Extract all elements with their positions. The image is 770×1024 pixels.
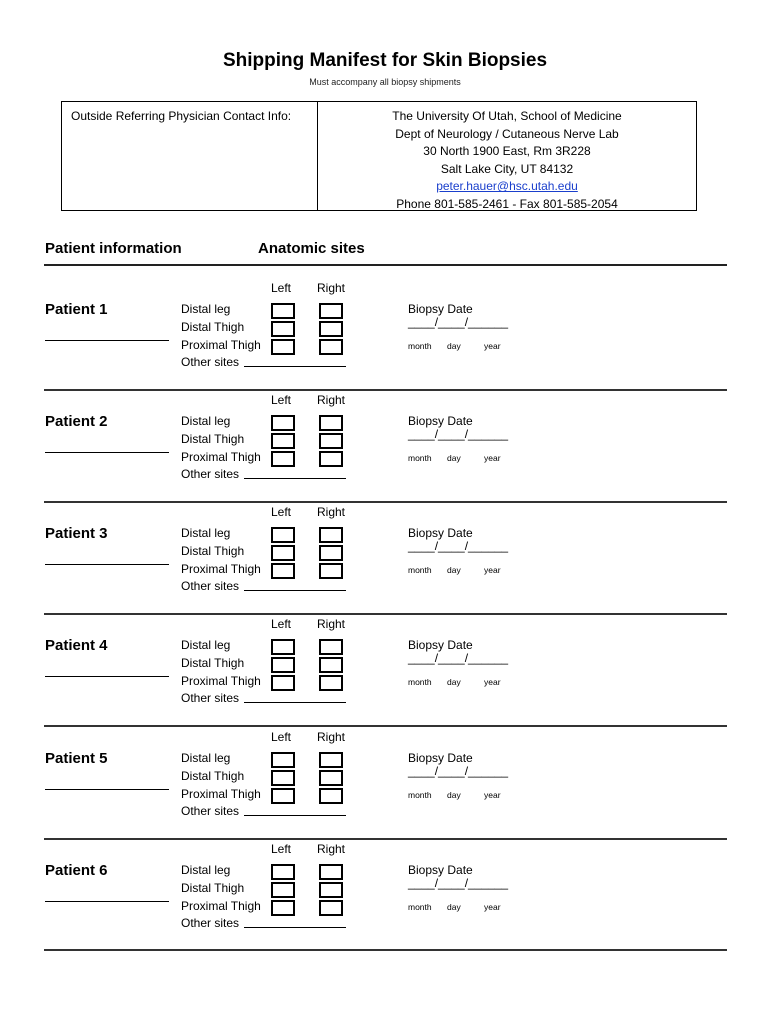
patient-block [0, 505, 770, 617]
address-line: Dept of Neurology / Cutaneous Nerve Lab [395, 126, 619, 141]
site-label-distal-thigh: Distal Thigh [181, 432, 245, 446]
checkbox-left-proximal-thigh[interactable] [271, 563, 295, 579]
checkbox-right-distal-leg[interactable] [319, 527, 343, 543]
day-label: day [447, 453, 461, 463]
other-sites-label: Other sites [181, 579, 240, 593]
site-label-proximal-thigh: Proximal Thigh [181, 787, 261, 801]
checkbox-left-distal-leg[interactable] [271, 303, 295, 319]
site-label-distal-thigh: Distal Thigh [181, 320, 245, 334]
patient-id-field[interactable] [45, 339, 169, 341]
checkbox-left-proximal-thigh[interactable] [271, 675, 295, 691]
checkbox-left-proximal-thigh[interactable] [271, 788, 295, 804]
biopsy-date-field[interactable]: ____/____/______ [408, 315, 509, 329]
patient-divider [44, 389, 727, 391]
day-label: day [447, 565, 461, 575]
section-patient-information: Patient information [45, 240, 182, 257]
patient-name: Patient 5 [45, 750, 108, 767]
checkbox-left-proximal-thigh[interactable] [271, 339, 295, 355]
column-left-label: Left [271, 617, 292, 631]
patient-block [0, 730, 770, 842]
year-label: year [484, 565, 501, 575]
other-sites-label: Other sites [181, 467, 240, 481]
column-left-label: Left [271, 393, 292, 407]
column-left-label: Left [271, 281, 292, 295]
month-label: month [408, 790, 432, 800]
checkbox-left-distal-leg[interactable] [271, 864, 295, 880]
checkbox-left-distal-thigh[interactable] [271, 770, 295, 786]
page-title: Shipping Manifest for Skin Biopsies [222, 50, 548, 71]
patient-id-field[interactable] [45, 900, 169, 902]
column-right-label: Right [317, 617, 346, 631]
column-left-label: Left [271, 505, 292, 519]
checkbox-right-proximal-thigh[interactable] [319, 339, 343, 355]
phone-fax: Phone 801-585-2461 - Fax 801-585-2054 [396, 196, 618, 211]
column-right-label: Right [317, 842, 346, 856]
site-label-distal-leg: Distal leg [181, 526, 231, 540]
checkbox-left-proximal-thigh[interactable] [271, 451, 295, 467]
other-sites-field[interactable] [244, 478, 346, 479]
biopsy-date-label: Biopsy Date [408, 751, 473, 765]
biopsy-date-field[interactable]: ____/____/______ [408, 651, 509, 665]
section-anatomic-sites: Anatomic sites [258, 240, 365, 257]
biopsy-date-field[interactable]: ____/____/______ [408, 764, 509, 778]
biopsy-date-field[interactable]: ____/____/______ [408, 427, 509, 441]
address-line: Salt Lake City, UT 84132 [440, 161, 574, 176]
month-label: month [408, 902, 432, 912]
column-left-label: Left [271, 842, 292, 856]
month-label: month [408, 565, 432, 575]
day-label: day [447, 677, 461, 687]
year-label: year [484, 790, 501, 800]
day-label: day [447, 902, 461, 912]
site-label-distal-leg: Distal leg [181, 751, 231, 765]
patient-name: Patient 2 [45, 413, 108, 430]
checkbox-right-distal-thigh[interactable] [319, 433, 343, 449]
checkbox-right-distal-leg[interactable] [319, 864, 343, 880]
checkbox-left-distal-thigh[interactable] [271, 882, 295, 898]
site-label-proximal-thigh: Proximal Thigh [181, 562, 261, 576]
year-label: year [484, 902, 501, 912]
site-label-distal-leg: Distal leg [181, 414, 231, 428]
other-sites-label: Other sites [181, 691, 240, 705]
other-sites-field[interactable] [244, 366, 346, 367]
year-label: year [484, 453, 501, 463]
page-subtitle: Must accompany all biopsy shipments [309, 77, 461, 87]
site-label-proximal-thigh: Proximal Thigh [181, 674, 261, 688]
column-right-label: Right [317, 281, 346, 295]
patient-name: Patient 1 [45, 301, 108, 318]
checkbox-left-distal-thigh[interactable] [271, 321, 295, 337]
checkbox-right-proximal-thigh[interactable] [319, 675, 343, 691]
lab-address [318, 102, 696, 210]
checkbox-left-distal-thigh[interactable] [271, 545, 295, 561]
biopsy-date-field[interactable]: ____/____/______ [408, 539, 509, 553]
patient-divider [44, 838, 727, 840]
other-sites-field[interactable] [244, 815, 346, 816]
month-label: month [408, 453, 432, 463]
patient-name: Patient 4 [45, 637, 108, 654]
patient-block [0, 617, 770, 729]
patient-divider [44, 725, 727, 727]
other-sites-field[interactable] [244, 927, 346, 928]
checkbox-right-distal-thigh[interactable] [319, 770, 343, 786]
checkbox-left-distal-thigh[interactable] [271, 433, 295, 449]
checkbox-right-proximal-thigh[interactable] [319, 451, 343, 467]
patient-id-field[interactable] [45, 675, 169, 677]
checkbox-right-distal-leg[interactable] [319, 303, 343, 319]
site-label-proximal-thigh: Proximal Thigh [181, 450, 261, 464]
checkbox-right-distal-thigh[interactable] [319, 657, 343, 673]
checkbox-right-distal-leg[interactable] [319, 639, 343, 655]
other-sites-label: Other sites [181, 916, 240, 930]
patient-id-field[interactable] [45, 563, 169, 565]
patient-divider [44, 613, 727, 615]
patient-block [0, 393, 770, 505]
checkbox-right-proximal-thigh[interactable] [319, 900, 343, 916]
site-label-distal-thigh: Distal Thigh [181, 881, 245, 895]
other-sites-label: Other sites [181, 804, 240, 818]
biopsy-date-label: Biopsy Date [408, 302, 473, 316]
biopsy-date-label: Biopsy Date [408, 638, 473, 652]
site-label-proximal-thigh: Proximal Thigh [181, 338, 261, 352]
column-right-label: Right [317, 730, 346, 744]
column-right-label: Right [317, 393, 346, 407]
patient-block [0, 281, 770, 393]
year-label: year [484, 677, 501, 687]
address-line: The University Of Utah, School of Medicine [392, 109, 622, 123]
site-label-distal-thigh: Distal Thigh [181, 656, 245, 670]
section-divider [44, 264, 727, 266]
other-sites-label: Other sites [181, 355, 240, 369]
site-label-distal-thigh: Distal Thigh [181, 769, 245, 783]
address-line: 30 North 1900 East, Rm 3R228 [423, 144, 591, 159]
biopsy-date-label: Biopsy Date [408, 526, 473, 540]
patient-name: Patient 3 [45, 525, 108, 542]
day-label: day [447, 341, 461, 351]
patient-block [0, 842, 770, 954]
contact-label: Outside Referring Physician Contact Info: [62, 102, 318, 210]
checkbox-left-proximal-thigh[interactable] [271, 900, 295, 916]
column-left-label: Left [271, 730, 292, 744]
biopsy-date-label: Biopsy Date [408, 863, 473, 877]
site-label-distal-leg: Distal leg [181, 638, 231, 652]
patient-divider [44, 949, 727, 951]
month-label: month [408, 341, 432, 351]
site-label-distal-leg: Distal leg [181, 302, 231, 316]
checkbox-left-distal-leg[interactable] [271, 752, 295, 768]
month-label: month [408, 677, 432, 687]
contact-info-box [61, 101, 697, 211]
day-label: day [447, 790, 461, 800]
checkbox-right-distal-leg[interactable] [319, 752, 343, 768]
year-label: year [484, 341, 501, 351]
email-link[interactable]: peter.hauer@hsc.utah.edu [436, 179, 578, 194]
site-label-proximal-thigh: Proximal Thigh [181, 899, 261, 913]
column-right-label: Right [317, 505, 346, 519]
site-label-distal-leg: Distal leg [181, 863, 231, 877]
checkbox-right-distal-thigh[interactable] [319, 321, 343, 337]
checkbox-right-proximal-thigh[interactable] [319, 788, 343, 804]
checkbox-right-distal-thigh[interactable] [319, 882, 343, 898]
patient-id-field[interactable] [45, 788, 169, 790]
checkbox-left-distal-thigh[interactable] [271, 657, 295, 673]
site-label-distal-thigh: Distal Thigh [181, 544, 245, 558]
checkbox-right-proximal-thigh[interactable] [319, 563, 343, 579]
checkbox-left-distal-leg[interactable] [271, 639, 295, 655]
checkbox-right-distal-thigh[interactable] [319, 545, 343, 561]
patient-id-field[interactable] [45, 451, 169, 453]
other-sites-field[interactable] [244, 702, 346, 703]
checkbox-right-distal-leg[interactable] [319, 415, 343, 431]
other-sites-field[interactable] [244, 590, 346, 591]
biopsy-date-label: Biopsy Date [408, 414, 473, 428]
checkbox-left-distal-leg[interactable] [271, 415, 295, 431]
patient-divider [44, 501, 727, 503]
patient-name: Patient 6 [45, 862, 108, 879]
biopsy-date-field[interactable]: ____/____/______ [408, 876, 509, 890]
checkbox-left-distal-leg[interactable] [271, 527, 295, 543]
